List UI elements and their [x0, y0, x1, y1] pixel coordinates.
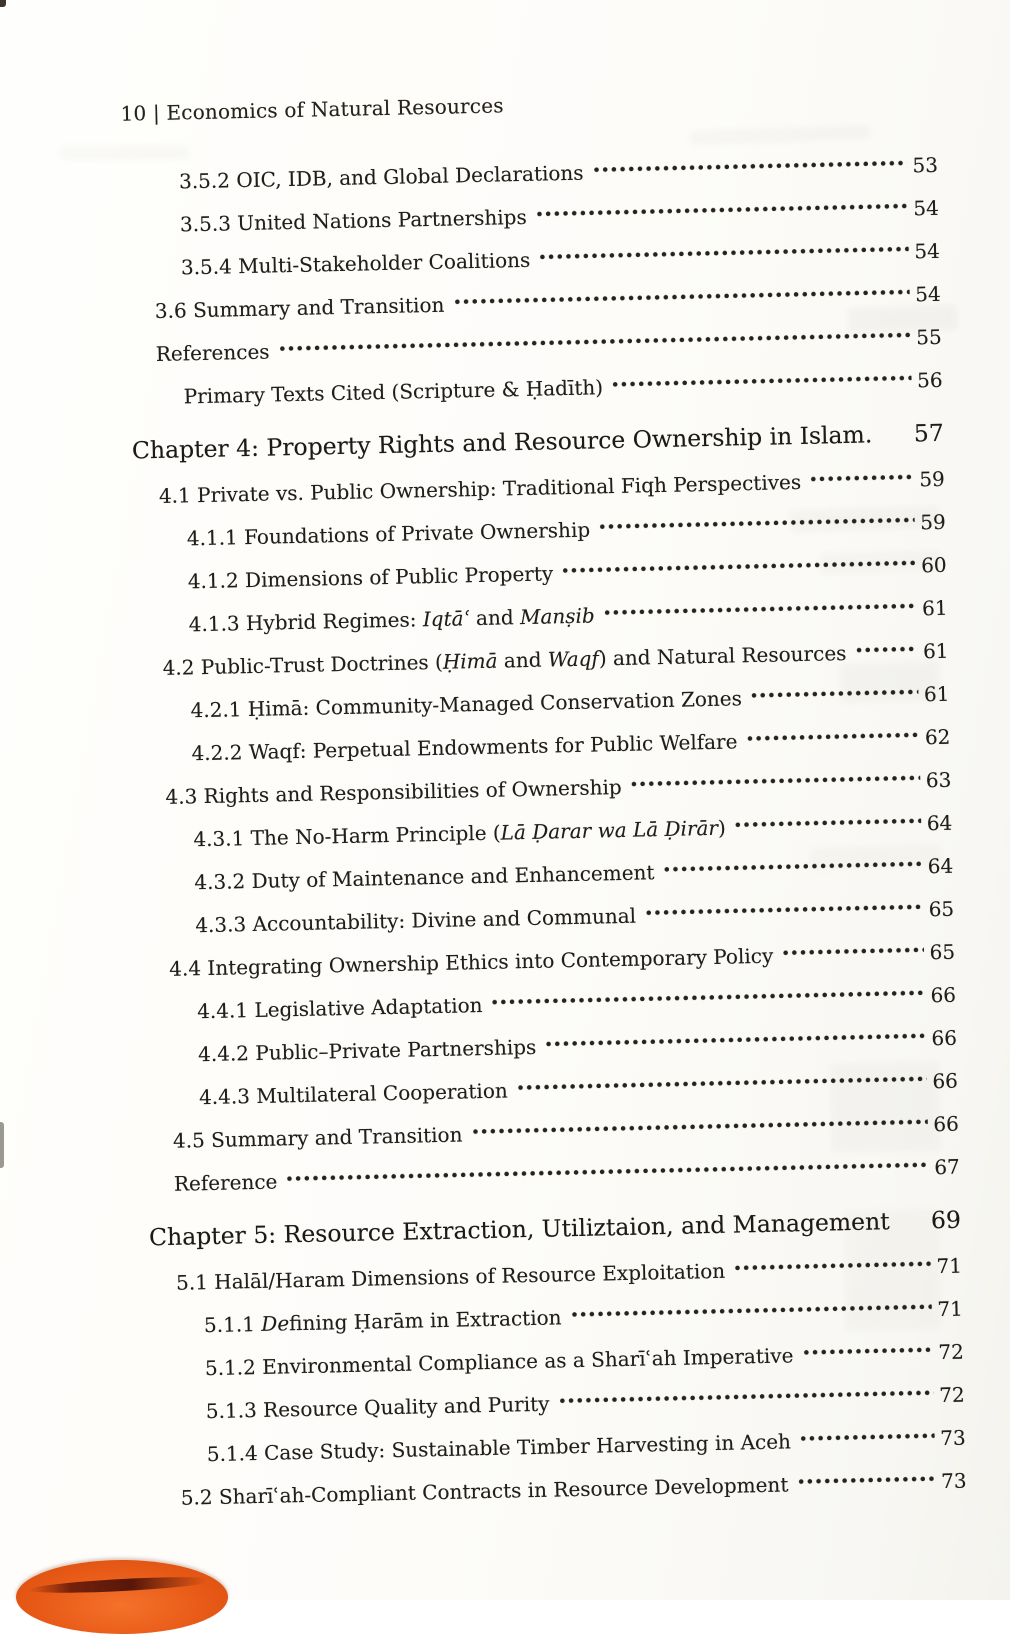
dot-leader [783, 946, 924, 956]
toc-page-number: 67 [934, 1154, 961, 1180]
toc-entry-label: 4.4.1 Legislative Adaptation [196, 993, 483, 1024]
dot-leader [559, 1389, 933, 1404]
toc-page-number: 57 [913, 418, 945, 448]
dot-leader [593, 160, 906, 174]
toc-entry-label: References [155, 339, 270, 366]
dot-leader [540, 246, 908, 261]
dot-leader [600, 516, 914, 530]
toc-page-number: 71 [937, 1296, 964, 1322]
dot-leader [546, 1032, 925, 1047]
orange-sticker [16, 1560, 228, 1634]
toc-entry-label: 4.3.2 Duty of Maintenance and Enhancement [194, 860, 655, 895]
toc-page-number: 64 [927, 853, 954, 879]
toc-entry-label: 4.1 Private vs. Public Ownership: Traditional Fiqh Perspectives [158, 469, 802, 508]
dot-leader [747, 731, 919, 742]
dot-leader [664, 860, 921, 873]
toc-page-number: 54 [914, 281, 941, 307]
dot-leader [801, 1432, 934, 1442]
toc-entry-label: 4.2 Public-Trust Doctrines (Ḥimā and Waqf) and Natural Resources [162, 640, 847, 680]
toc-entry-label: 3.5.2 OIC, IDB, and Global Declarations [178, 160, 584, 194]
dot-leader [279, 332, 910, 353]
toc-page-number: 65 [928, 896, 955, 922]
dot-leader [518, 1075, 927, 1091]
toc-page-number: 73 [939, 1425, 966, 1451]
toc-entry-label: Primary Texts Cited (Scripture & Ḥadīth) [183, 375, 604, 409]
toc-entry-label: 4.5 Summary and Transition [172, 1122, 463, 1153]
toc-page-number: 73 [940, 1468, 967, 1494]
toc-page-number: 55 [915, 324, 942, 350]
dot-leader [613, 375, 911, 389]
dot-leader [735, 1260, 931, 1271]
toc-entry-label: Reference [173, 1169, 278, 1196]
toc-page-number: 63 [925, 767, 952, 793]
toc-page-number: 72 [938, 1339, 965, 1365]
toc-entry-label: Chapter 5: Resource Extraction, Utiliztaion, and Management [148, 1207, 890, 1252]
dot-leader [882, 428, 908, 436]
toc-page-number: 61 [922, 638, 949, 664]
toc-entry-label: 5.1.2 Environmental Compliance as a Sharīʿah Imperative [204, 1343, 794, 1381]
toc-entry-label: 4.2.2 Waqf: Perpetual Endowments for Public Welfare [191, 729, 738, 766]
toc-page-number: 59 [919, 466, 946, 492]
dot-leader [736, 817, 921, 828]
toc-entry-label: 3.6 Summary and Transition [154, 292, 445, 323]
toc-page-number: 61 [921, 595, 948, 621]
toc-entry-label: 4.1.1 Foundations of Private Ownership [186, 517, 591, 551]
dot-leader [454, 289, 909, 306]
toc-page-number: 64 [926, 810, 953, 836]
toc-page-number: 66 [930, 982, 957, 1008]
toc-entry-label: 3.5.3 United Nations Partnerships [179, 204, 527, 237]
toc-entry-label: 4.3.3 Accountability: Divine and Communal [195, 903, 637, 938]
toc-page-number: 66 [931, 1025, 958, 1051]
running-header: 10 | Economics of Natural Resources [120, 93, 504, 126]
toc-entry-label: 5.1.4 Case Study: Sustainable Timber Harvesting in Aceh [206, 1429, 792, 1467]
toc-entry-label: 4.4 Integrating Ownership Ethics into Contemporary Policy [168, 943, 774, 981]
toc-entry-label: 3.5.4 Multi-Stakeholder Coalitions [180, 247, 531, 280]
toc-entry-label: 4.3.1 The No-Harm Principle (Lā Ḍarar wa Lā Ḍirār) [193, 815, 727, 852]
dot-leader [811, 473, 913, 482]
dot-leader [646, 903, 923, 916]
toc-entry-label: 5.1.1 Defining Ḥarām in Extraction [203, 1305, 562, 1338]
dot-leader [537, 203, 908, 218]
toc-entry-label: 4.4.2 Public–Private Partnerships [197, 1034, 537, 1067]
toc-page-number: 66 [932, 1068, 959, 1094]
toc-page-number: 69 [930, 1205, 962, 1235]
toc-page-number: 60 [920, 552, 947, 578]
dot-leader [571, 1303, 931, 1318]
toc-entry-label: 4.4.3 Multilateral Cooperation [198, 1078, 508, 1110]
toc-page-number: 59 [919, 509, 946, 535]
toc-page-number: 56 [916, 367, 943, 393]
toc-page-number: 65 [929, 939, 956, 965]
dot-leader [798, 1475, 935, 1485]
toc-page-number: 54 [913, 195, 940, 221]
toc-page-number: 66 [933, 1111, 960, 1137]
dot-leader [899, 1214, 925, 1222]
toc-page-number: 53 [912, 152, 939, 178]
page-edge-mark [0, 1122, 4, 1168]
toc-entry-label: 4.1.2 Dimensions of Public Property [187, 561, 554, 594]
toc-entry-label: 5.1.3 Resource Quality and Purity [205, 1391, 550, 1424]
toc-page-number: 61 [923, 681, 950, 707]
dot-leader [472, 1118, 927, 1135]
toc-page-number: 62 [924, 724, 951, 750]
dot-leader [856, 645, 917, 653]
toc-entry-label: 4.2.1 Ḥimā: Community-Managed Conservation Zones [190, 686, 743, 723]
dot-leader [632, 774, 920, 787]
toc-entry-label: Chapter 4: Property Rights and Resource Ownership in Islam. [131, 420, 873, 465]
dot-leader [287, 1161, 928, 1182]
toc-entry-label: 5.1 Halāl/Haram Dimensions of Resource Exploitation [175, 1258, 726, 1295]
toc-entry-label: 5.2 Sharīʿah-Compliant Contracts in Resource Development [180, 1472, 789, 1510]
toc-entry-label: 4.3 Rights and Responsibilities of Ownership [165, 774, 622, 809]
dot-leader [492, 989, 924, 1005]
dot-leader [752, 688, 918, 699]
toc-rows [126, 141, 967, 1517]
dot-leader [563, 559, 915, 574]
toc-page-number: 71 [936, 1253, 963, 1279]
dot-leader [803, 1346, 932, 1356]
sticker-streak [29, 1574, 216, 1596]
dot-leader [605, 602, 917, 616]
toc-page-number: 72 [939, 1382, 965, 1408]
toc-entry-label: 4.1.3 Hybrid Regimes: Iqtāʿ and Manṣib [188, 603, 595, 637]
toc-page-number: 54 [914, 238, 941, 264]
